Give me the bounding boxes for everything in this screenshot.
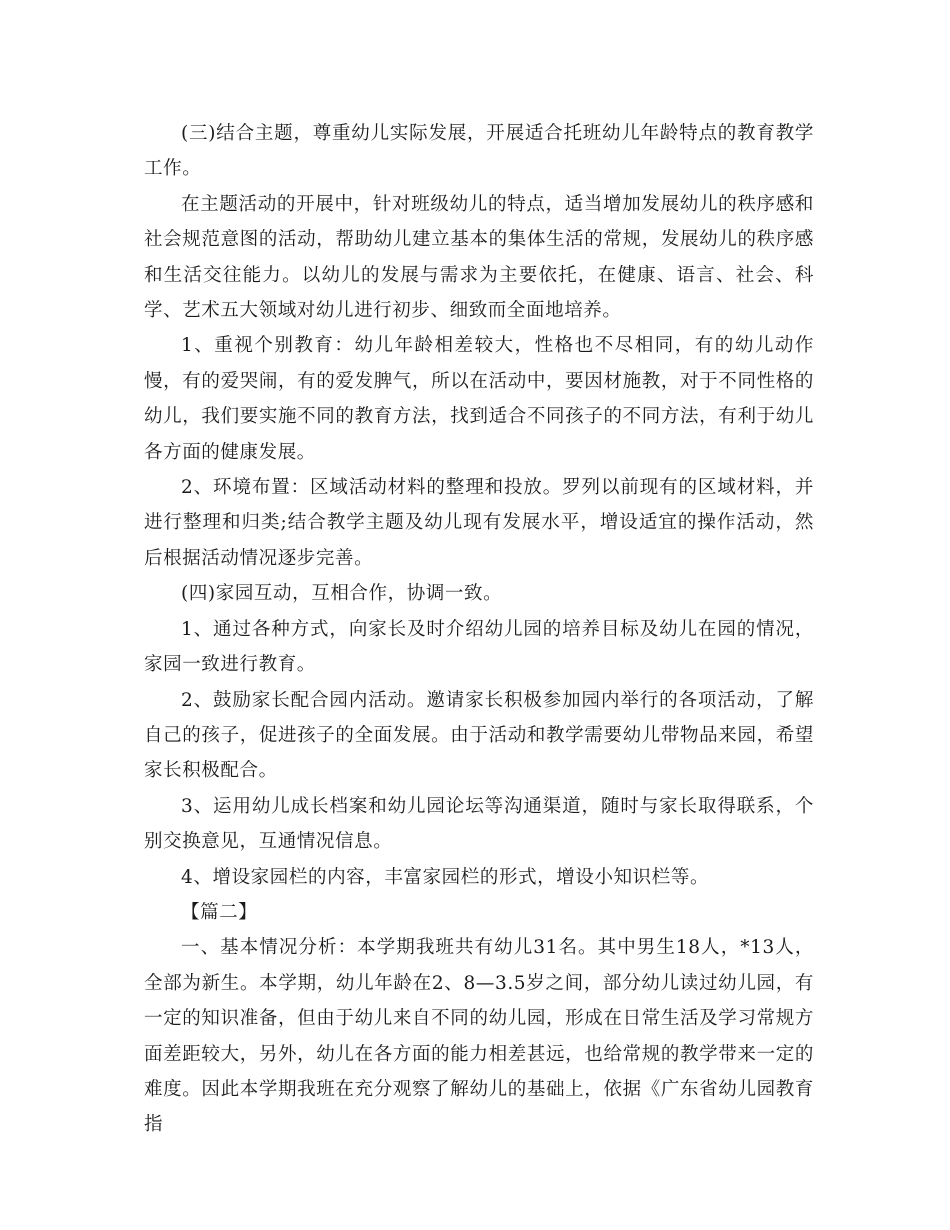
paragraph-section-four-heading: (四)家园互动，互相合作，协调一致。 <box>181 583 503 605</box>
paragraph-environment-layout: 2、环境布置：区域活动材料的整理和投放。罗列以前现有的区域材料，并进行整理和归类;结合教学主题及幼儿现有发展水平，增设适宜的操作活动，然后根据活动情况逐步完善。 <box>144 477 814 569</box>
paragraph-basic-situation: 一、基本情况分析：本学期我班共有幼儿31名。其中男生18人，*13人，全部为新生。本学期，幼儿年龄在2、8—3.5岁之间，部分幼儿读过幼儿园，有一定的知识准备，但由于幼儿来自不同的幼儿园，形成在日常生活及学习常规方面差距较大，另外，幼儿在各方面的能力相差甚远，也给常规的教学带来一定的难度。因此本学期我班在充分观察了解幼儿的基础上，依据《广东省幼儿园教育指 <box>144 937 814 1136</box>
paragraph-parent-participation: 2、鼓励家长配合园内活动。邀请家长积极参加园内举行的各项活动，了解自己的孩子，促进孩子的全面发展。由于活动和教学需要幼儿带物品来园，希望家长积极配合。 <box>144 689 814 782</box>
section-heading-part-two: 【篇二】 <box>181 901 258 923</box>
paragraph-bulletin-board: 4、增设家园栏的内容，丰富家园栏的形式，增设小知识栏等。 <box>181 866 710 888</box>
paragraph-individual-education: 1、重视个别教育：幼儿年龄相差较大，性格也不尽相同，有的幼儿动作慢，有的爱哭闹，有的爱发脾气，所以在活动中，要因材施教，对于不同性格的幼儿，我们要实施不同的教育方法，找到适合不同孩子的不同方法，有利于幼儿各方面的健康发展。 <box>144 335 814 463</box>
paragraph-section-three-heading: (三)结合主题，尊重幼儿实际发展，开展适合托班幼儿年龄特点的教育教学工作。 <box>144 123 814 180</box>
paragraph-theme-activities: 在主题活动的开展中，针对班级幼儿的特点，适当增加发展幼儿的秩序感和社会规范意图的活动，帮助幼儿建立基本的集体生活的常规，发展幼儿的秩序感和生活交往能力。以幼儿的发展与需求为主要依托，在健康、语言、社会、科学、艺术五大领域对幼儿进行初步、细致而全面地培养。 <box>144 193 814 322</box>
document-body <box>144 116 814 1143</box>
paragraph-growth-records: 3、运用幼儿成长档案和幼儿园论坛等沟通渠道，随时与家长取得联系，个别交换意见，互通情况信息。 <box>144 795 814 853</box>
paragraph-parent-communication: 1、通过各种方式，向家长及时介绍幼儿园的培养目标及幼儿在园的情况，家园一致进行教育。 <box>144 618 814 676</box>
